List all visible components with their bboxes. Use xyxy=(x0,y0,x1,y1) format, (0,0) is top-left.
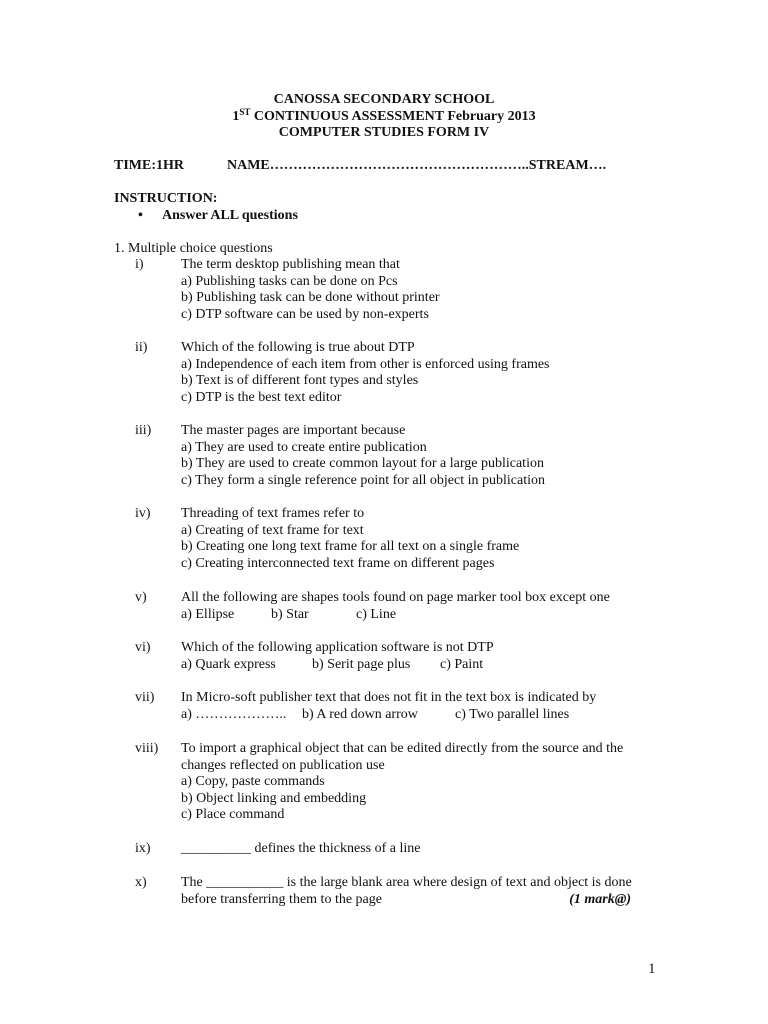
option: c) Paint xyxy=(440,656,484,672)
section-title: 1. Multiple choice questions xyxy=(114,241,273,256)
option: c) DTP is the best text editor xyxy=(181,389,342,405)
marks-label: (1 mark@) xyxy=(569,891,631,907)
question-text-continued: before transferring them to the page xyxy=(181,891,382,907)
option: c) They form a single reference point for all object in publication xyxy=(181,472,545,488)
option: b) Creating one long text frame for all text on a single frame xyxy=(181,539,520,555)
question-text: Which of the following is true about DTP xyxy=(181,340,415,355)
assessment-ordinal-suffix: ST xyxy=(239,106,251,117)
option: b) Text is of different font types and styles xyxy=(181,373,419,389)
option: b) Publishing task can be done without printer xyxy=(181,290,440,306)
time-label: TIME:1HR xyxy=(114,158,184,173)
option: c) Line xyxy=(356,606,397,622)
question-number: viii) xyxy=(135,741,159,756)
question-number: iii) xyxy=(135,423,152,438)
instruction-text: Answer ALL questions xyxy=(162,208,298,223)
question-number: vi) xyxy=(135,640,151,655)
bullet-icon: • xyxy=(138,208,143,223)
question-text-continued: changes reflected on publication use xyxy=(181,757,385,773)
question-number: ii) xyxy=(135,340,148,355)
option: a) They are used to create entire publication xyxy=(181,439,427,455)
question-number: v) xyxy=(135,590,147,605)
question-text: The ___________ is the large blank area where design of text and object is done xyxy=(181,875,632,890)
option: a) Ellipse xyxy=(181,606,235,622)
exam-header xyxy=(0,92,768,142)
option: b) A red down arrow xyxy=(302,706,418,722)
option: c) Two parallel lines xyxy=(455,706,570,722)
question-number: iv) xyxy=(135,506,151,521)
option: c) DTP software can be used by non-experts xyxy=(181,306,429,322)
option: b) Star xyxy=(271,606,309,622)
question-text: The master pages are important because xyxy=(181,423,406,438)
question-text: The term desktop publishing mean that xyxy=(181,257,400,272)
option: a) ……………….. xyxy=(181,706,287,722)
instruction-item xyxy=(138,208,298,225)
option: b) They are used to create common layout for a large publication xyxy=(181,456,544,472)
option: c) Place command xyxy=(181,807,285,823)
question-number: x) xyxy=(135,875,147,890)
assessment-rest: CONTINUOUS ASSESSMENT February 2013 xyxy=(250,108,536,124)
option: c) Creating interconnected text frame on different pages xyxy=(181,555,495,571)
subject-title: COMPUTER STUDIES FORM IV xyxy=(278,125,490,141)
instruction-label: INSTRUCTION: xyxy=(114,191,218,206)
assessment-ordinal: 1 xyxy=(232,108,240,124)
question-number: i) xyxy=(135,257,144,272)
option: a) Publishing tasks can be done on Pcs xyxy=(181,273,398,289)
question-text: __________ defines the thickness of a line xyxy=(181,841,421,856)
question-text: To import a graphical object that can be edited directly from the source and the xyxy=(181,741,624,756)
page-number: 1 xyxy=(648,961,656,977)
question-text: Threading of text frames refer to xyxy=(181,506,365,521)
option: a) Creating of text frame for text xyxy=(181,522,364,538)
question-text: Which of the following application software is not DTP xyxy=(181,640,494,655)
assessment-title xyxy=(0,106,768,126)
option: a) Independence of each item from other is enforced using frames xyxy=(181,356,550,372)
time-name-row xyxy=(114,158,607,175)
name-stream-field: NAME………………………………………………..STREAM…. xyxy=(227,158,607,173)
option: a) Quark express xyxy=(181,656,276,672)
option: b) Object linking and embedding xyxy=(181,790,367,806)
question-number: ix) xyxy=(135,841,151,856)
option: b) Serit page plus xyxy=(312,656,411,672)
question-text: In Micro-soft publisher text that does not fit in the text box is indicated by xyxy=(181,690,597,705)
question-text: All the following are shapes tools found on page marker tool box except one xyxy=(181,590,610,605)
option: a) Copy, paste commands xyxy=(181,774,325,790)
question-number: vii) xyxy=(135,690,155,705)
school-name: CANOSSA SECONDARY SCHOOL xyxy=(273,92,495,107)
